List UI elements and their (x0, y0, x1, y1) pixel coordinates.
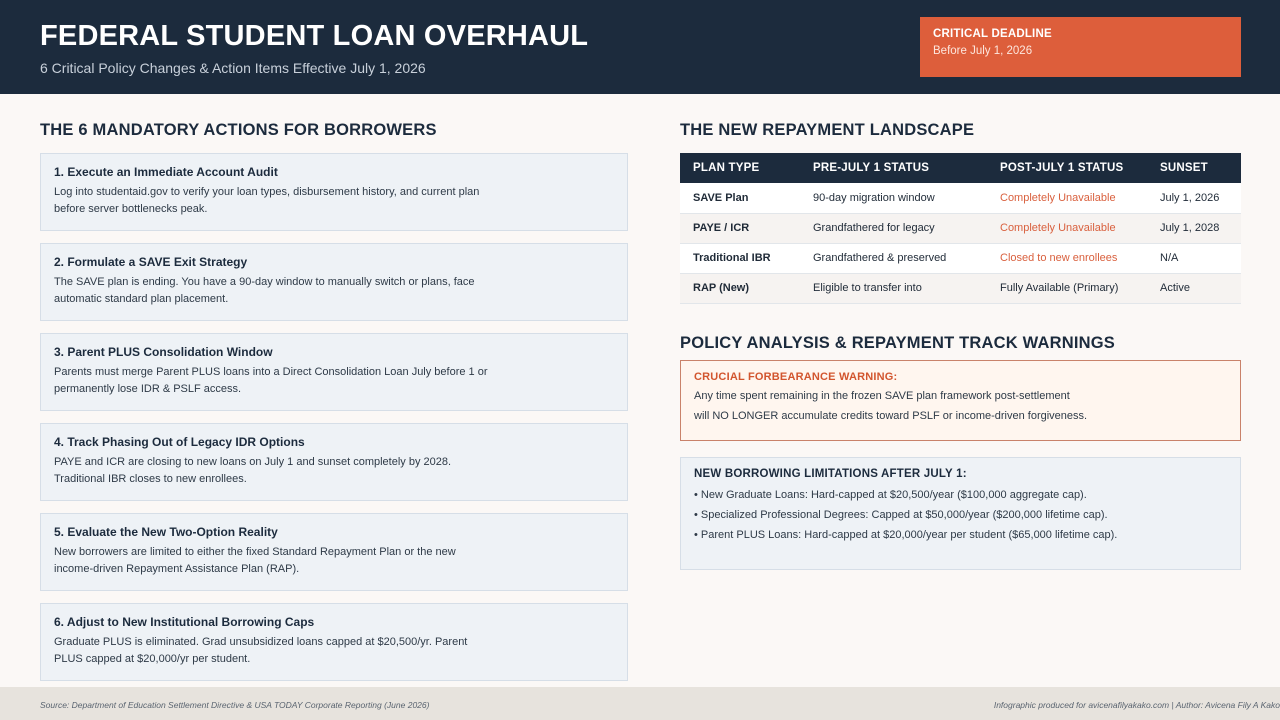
sunset-cell: N/A (1147, 243, 1241, 273)
action-card (40, 603, 628, 681)
sunset-cell: July 1, 2028 (1147, 213, 1241, 243)
page-subtitle: 6 Critical Policy Changes & Action Items Effective July 1, 2026 (40, 60, 426, 76)
action-title: 3. Parent PLUS Consolidation Window (54, 345, 273, 359)
forbearance-warning-box (680, 360, 1241, 441)
post-status-cell: Fully Available (Primary) (987, 273, 1147, 303)
sunset-cell: July 1, 2026 (1147, 183, 1241, 213)
pre-status-cell: Grandfathered for legacy (800, 213, 987, 243)
action-card (40, 423, 628, 501)
list-item: • Parent PLUS Loans: Hard-capped at $20,000/year per student ($65,000 lifetime cap). (694, 529, 1118, 541)
pre-status-cell: Grandfathered & preserved (800, 243, 987, 273)
list-item: • Specialized Professional Degrees: Capped at $50,000/year ($200,000 lifetime cap). (694, 509, 1108, 521)
plan-cell: Traditional IBR (680, 243, 800, 273)
action-body: New borrowers are limited to either the fixed Standard Repayment Plan or the new income-driven Repayment Assistance Plan (RAP). (54, 546, 456, 575)
limits-title: NEW BORROWING LIMITATIONS AFTER JULY 1: (694, 468, 967, 480)
action-title: 1. Execute an Immediate Account Audit (54, 165, 278, 179)
table-row (680, 183, 1241, 213)
action-card (40, 153, 628, 231)
author-credit: Infographic produced for avicenafilyakako.com | Author: Avicena Fily A Kako (993, 700, 1280, 710)
deadline-badge (920, 17, 1241, 77)
action-title: 4. Track Phasing Out of Legacy IDR Options (54, 435, 305, 449)
analysis-section-title: POLICY ANALYSIS & REPAYMENT TRACK WARNINGS (680, 334, 1116, 352)
action-body: Log into studentaid.gov to verify your loan types, disbursement history, and current plan before server bottlenecks peak. (54, 186, 480, 215)
post-status-cell: Completely Unavailable (987, 183, 1147, 213)
action-title: 6. Adjust to New Institutional Borrowing Caps (54, 615, 315, 629)
table-header-row (680, 153, 1241, 183)
list-item: • New Graduate Loans: Hard-capped at $20,500/year ($100,000 aggregate cap). (694, 489, 1087, 501)
table-row (680, 243, 1241, 273)
action-card (40, 243, 628, 321)
column-header-post-status: POST-JULY 1 STATUS (987, 153, 1147, 183)
limits-list (694, 485, 1227, 545)
table-row (680, 213, 1241, 243)
deadline-label: CRITICAL DEADLINE (933, 28, 1052, 40)
action-title: 5. Evaluate the New Two-Option Reality (54, 525, 278, 539)
action-title: 2. Formulate a SAVE Exit Strategy (54, 255, 248, 269)
action-body: Graduate PLUS is eliminated. Grad unsubsidized loans capped at $20,500/yr. Parent PLUS capped at $20,000/yr per student. (54, 636, 468, 665)
plan-cell: SAVE Plan (680, 183, 800, 213)
column-header-pre-status: PRE-JULY 1 STATUS (800, 153, 987, 183)
warning-text-line: Any time spent remaining in the frozen SAVE plan framework post-settlement (694, 390, 1070, 402)
actions-section-title: THE 6 MANDATORY ACTIONS FOR BORROWERS (40, 121, 437, 139)
warning-text-line: will NO LONGER accumulate credits toward PSLF or income-driven forgiveness. (694, 410, 1088, 422)
action-body: PAYE and ICR are closing to new loans on July 1 and sunset completely by 2028. Traditional IBR closes to new enrollees. (54, 456, 452, 485)
plan-cell: RAP (New) (680, 273, 800, 303)
repayment-table (680, 153, 1241, 304)
action-card (40, 513, 628, 591)
post-status-cell: Completely Unavailable (987, 213, 1147, 243)
column-header-plan-type: PLAN TYPE (680, 153, 800, 183)
table-row (680, 273, 1241, 303)
repayment-section-title: THE NEW REPAYMENT LANDSCAPE (680, 121, 975, 139)
plan-cell: PAYE / ICR (680, 213, 800, 243)
post-status-cell: Closed to new enrollees (987, 243, 1147, 273)
action-body: The SAVE plan is ending. You have a 90-day window to manually switch or plans, face automatic standard plan placement. (54, 276, 475, 305)
action-body: Parents must merge Parent PLUS loans into a Direct Consolidation Loan July before 1 or permanently lose IDR & PSLF access. (54, 366, 488, 395)
deadline-value: Before July 1, 2026 (933, 45, 1033, 57)
footer (0, 687, 1280, 720)
pre-status-cell: 90-day migration window (800, 183, 987, 213)
source-note: Source: Department of Education Settlement Directive & USA TODAY Corporate Reporting (June 2026) (40, 700, 430, 710)
borrowing-limits-box (680, 457, 1241, 570)
pre-status-cell: Eligible to transfer into (800, 273, 987, 303)
action-card (40, 333, 628, 411)
header-banner (0, 0, 1280, 94)
sunset-cell: Active (1147, 273, 1241, 303)
page-title: FEDERAL STUDENT LOAN OVERHAUL (40, 20, 589, 52)
warning-title: CRUCIAL FORBEARANCE WARNING: (694, 371, 898, 383)
column-header-sunset: SUNSET (1147, 153, 1241, 183)
